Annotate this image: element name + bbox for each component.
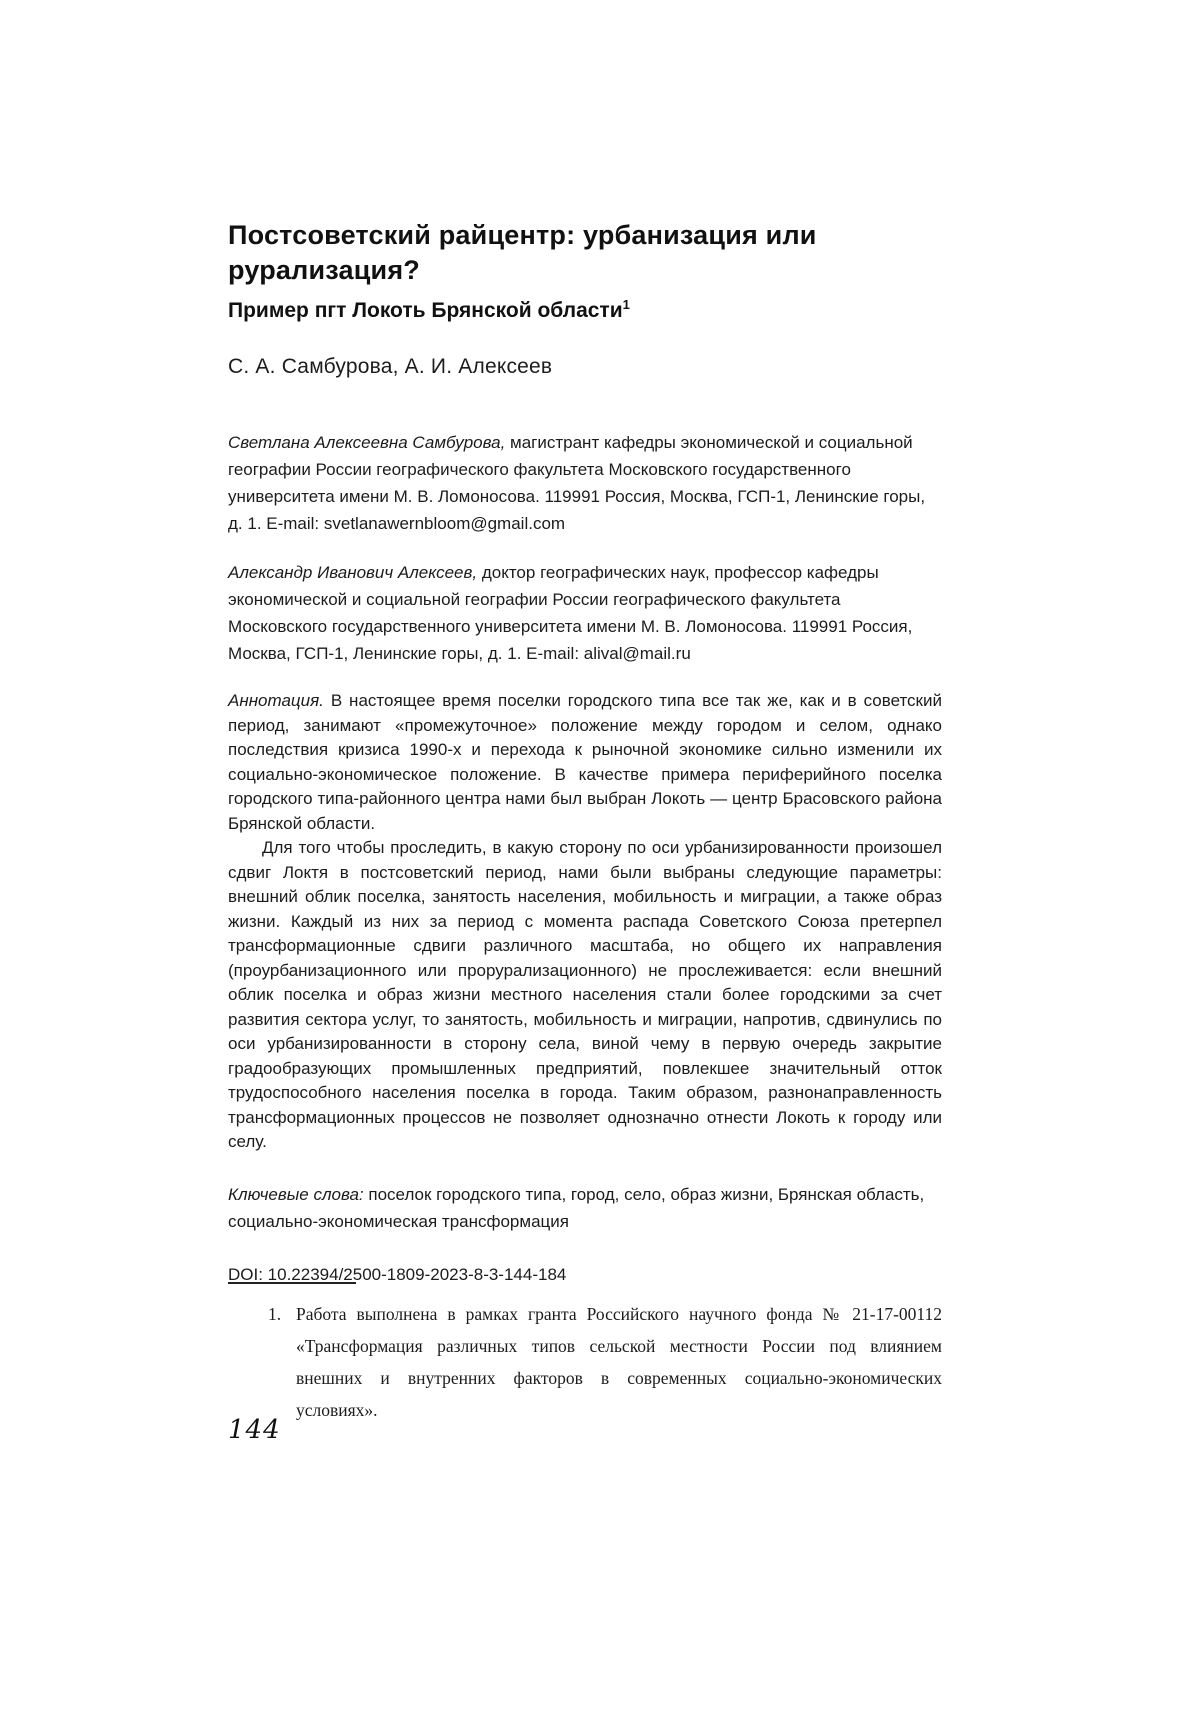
abstract-label: Аннотация. (228, 691, 324, 710)
footnote (268, 1298, 942, 1426)
keywords-text: поселок городского типа, город, село, образ жизни, Брянская область, социально-экономическая трансформация (228, 1184, 925, 1231)
abstract-paragraph-2: Для того чтобы проследить, в какую сторону по оси урбанизированности произошел сдвиг Локтя в постсоветский период, нами были выбраны следующие параметры: внешний облик поселка, занятость населения, мобильность и миграции, а также образ жизни. Каждый из них за период с момента распада Советского Союза претерпел трансформационные сдвиги различного масштаба, но общего их направления (проурбанизационного или прорурализационного) не прослеживается: если внешний облик поселка и образ жизни местного населения стали более городскими за счет развития сектора услуг, то занятость, мобильность и миграции, напротив, сдвинулись по оси урбанизированности в сторону села, виной чему в первую очередь закрытие градообразующих промышленных предприятий, повлекшее значительный отток трудоспособного населения поселка в города. Таким образом, разнонаправленность трансформационных процессов не позволяет однозначно отнести Локоть к городу или селу. (228, 838, 942, 1151)
article-subtitle-text: Пример пгт Локоть Брянской области (228, 299, 623, 322)
affiliation-details: доктор географических наук, профессор кафедры экономической и социальной географии России географического факультета Московского государственного университета имени М. В. Ломоносова. 119991 Россия, Москва, ГСП-1, Ленинские горы, д. 1. E-mail: alival@mail.ru (228, 563, 913, 663)
keywords-label: Ключевые слова: (228, 1184, 364, 1204)
footnote-text: Работа выполнена в рамках гранта Российского научного фонда № 21-17-00112 «Трансформация различных типов сельской местности России под влиянием внешних и внутренних факторов в современных социально-экономических условиях». (296, 1304, 942, 1420)
abstract-section (228, 689, 942, 1155)
article-subtitle (228, 297, 942, 325)
affiliation-author-name: Светлана Алексеевна Самбурова, (228, 433, 506, 452)
affiliation-block-1 (228, 429, 942, 537)
abstract-paragraph-1-text: В настоящее время поселки городского типа все так же, как и в советский период, занимают «промежуточное» положение между городом и селом, однако последствия кризиса 1990-х и перехода к рыночной экономике сильно изменили их социально-экономическое положение. В качестве примера периферийного поселка городского типа-районного центра нами был выбран Локоть — центр Брасовского района Брянской области. (228, 691, 942, 833)
keywords-line (228, 1181, 942, 1235)
subtitle-footnote-marker: 1 (622, 297, 630, 312)
footnote-marker: 1. (268, 1304, 282, 1324)
affiliations-section (228, 429, 942, 667)
abstract-paragraph-1 (228, 689, 942, 836)
page-number: 144 (228, 1415, 281, 1445)
affiliation-author-name: Александр Иванович Алексеев, (228, 563, 478, 582)
authors-line: С. А. Самбурова, А. И. Алексеев (228, 355, 553, 378)
footnote-divider (228, 1282, 356, 1284)
affiliation-details: магистрант кафедры экономической и социальной географии России географического факультета Московского государственного университета имени М. В. Ломоносова. 119991 Россия, Москва, ГСП-1, Ленинские горы, д. 1. E-mail: svetlanawernbloom@gmail.com (228, 433, 926, 533)
affiliation-block-2 (228, 559, 942, 667)
article-title: Постсоветский райцентр: урбанизация или рурализация? (228, 220, 817, 285)
doi-line: DOI: 10.22394/2500-1809-2023-8-3-144-184 (228, 1264, 567, 1284)
